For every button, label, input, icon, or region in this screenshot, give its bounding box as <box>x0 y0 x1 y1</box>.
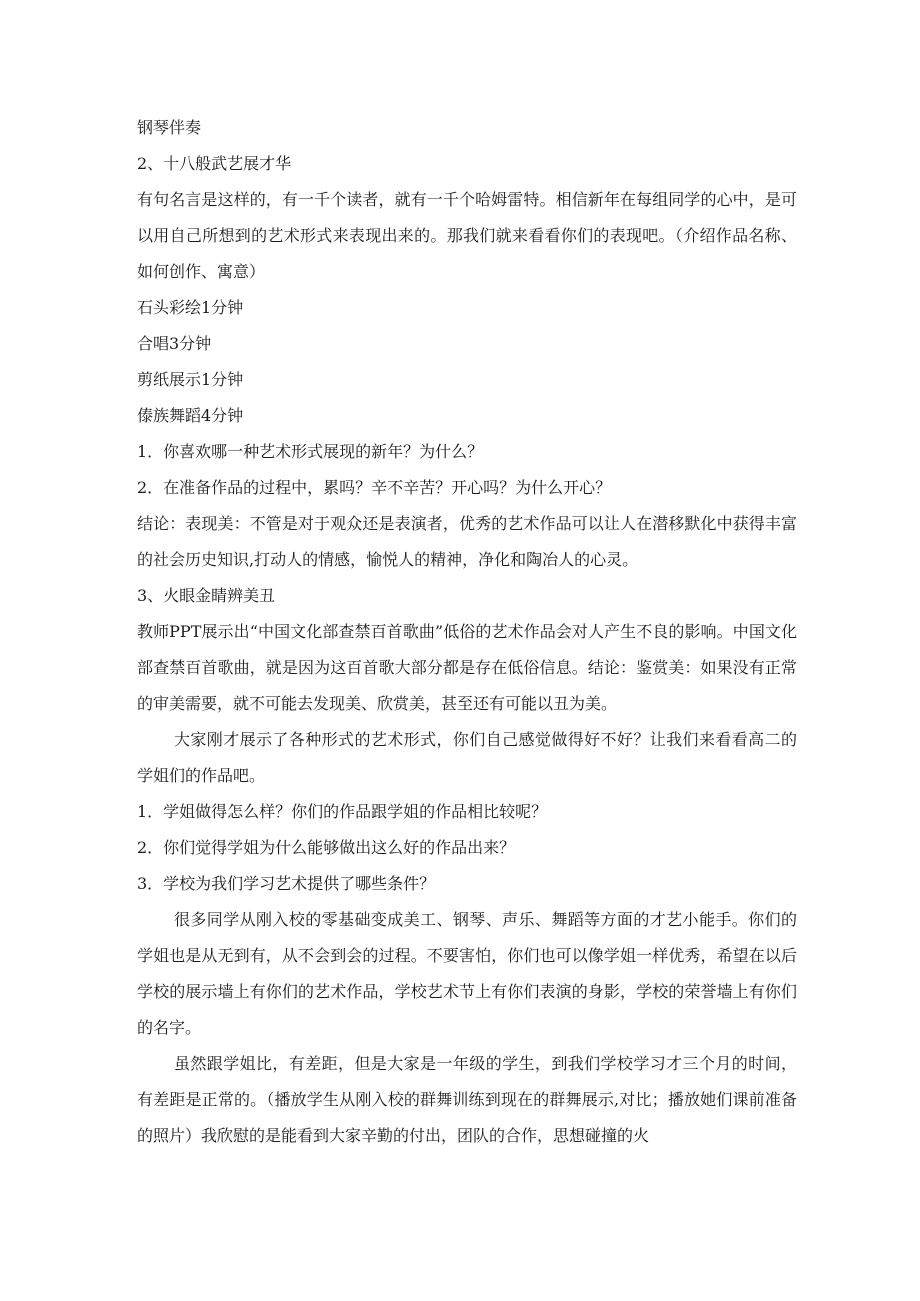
list-item-stone-painting: 石头彩绘1分钟 <box>137 298 244 317</box>
question-1: 1．你喜欢哪一种艺术形式展现的新年？为什么？ <box>137 442 484 461</box>
question-senior-1: 1．学姐做得怎么样？你们的作品跟学姐的作品相比较呢？ <box>137 802 548 821</box>
paragraph-famous-saying: 有句名言是这样的，有一千个读者，就有一千个哈姆雷特。相信新年在每组同学的心中，是可以用自己所想到的艺术形式来表现出来的。那我们就来看看你们的表现吧。（介绍作品名称、如何创作、寓意） <box>137 190 797 281</box>
section-heading-2: 2、十八般武艺展才华 <box>137 154 292 173</box>
question-2: 2．在准备作品的过程中，累吗？辛不辛苦？开心吗？为什么开心？ <box>137 478 612 497</box>
paragraph-senior-works: 大家刚才展示了各种形式的艺术形式，你们自己感觉做得好不好？让我们来看看高二的学姐们的作品吧。 <box>137 730 797 785</box>
paragraph-piano-accompaniment: 钢琴伴奏 <box>137 118 202 137</box>
list-item-paper-cutting: 剪纸展示1分钟 <box>137 370 244 389</box>
paragraph-conclusion-expression: 结论：表现美：不管是对于观众还是表演者，优秀的艺术作品可以让人在潜移默化中获得丰富的社会历史知识,打动人的情感，愉悦人的精神，净化和陶冶人的心灵。 <box>137 514 797 569</box>
paragraph-teacher-ppt: 教师PPT展示出“中国文化部查禁百首歌曲”低俗的艺术作品会对人产生不良的影响。中国文化部查禁百首歌曲，就是因为这百首歌大部分都是存在低俗信息。结论：鉴赏美：如果没有正常的审美需要，就不可能去发现美、欣赏美，甚至还有可能以丑为美。 <box>137 622 797 713</box>
question-senior-3: 3．学校为我们学习艺术提供了哪些条件？ <box>137 874 436 893</box>
list-item-chorus: 合唱3分钟 <box>137 334 212 353</box>
paragraph-gap-normal: 虽然跟学姐比，有差距，但是大家是一年级的学生，到我们学校学习才三个月的时间，有差距是正常的。（播放学生从刚入校的群舞训练到现在的群舞展示,对比；播放她们课前准备的照片）我欣慰的是能看到大家辛勤的付出，团队的合作，思想碰撞的火 <box>137 1054 797 1145</box>
section-heading-3: 3、火眼金睛辨美丑 <box>137 586 276 605</box>
paragraph-many-students: 很多同学从刚入校的零基础变成美工、钢琴、声乐、舞蹈等方面的才艺小能手。你们的学姐也是从无到有，从不会到会的过程。不要害怕，你们也可以像学姐一样优秀，希望在以后学校的展示墙上有你们的艺术作品，学校艺术节上有你们表演的身影，学校的荣誉墙上有你们的名字。 <box>137 910 797 1037</box>
document-body <box>137 110 797 1154</box>
question-senior-2: 2．你们觉得学姐为什么能够做出这么好的作品出来？ <box>137 838 516 857</box>
list-item-dai-dance: 傣族舞蹈4分钟 <box>137 406 244 425</box>
